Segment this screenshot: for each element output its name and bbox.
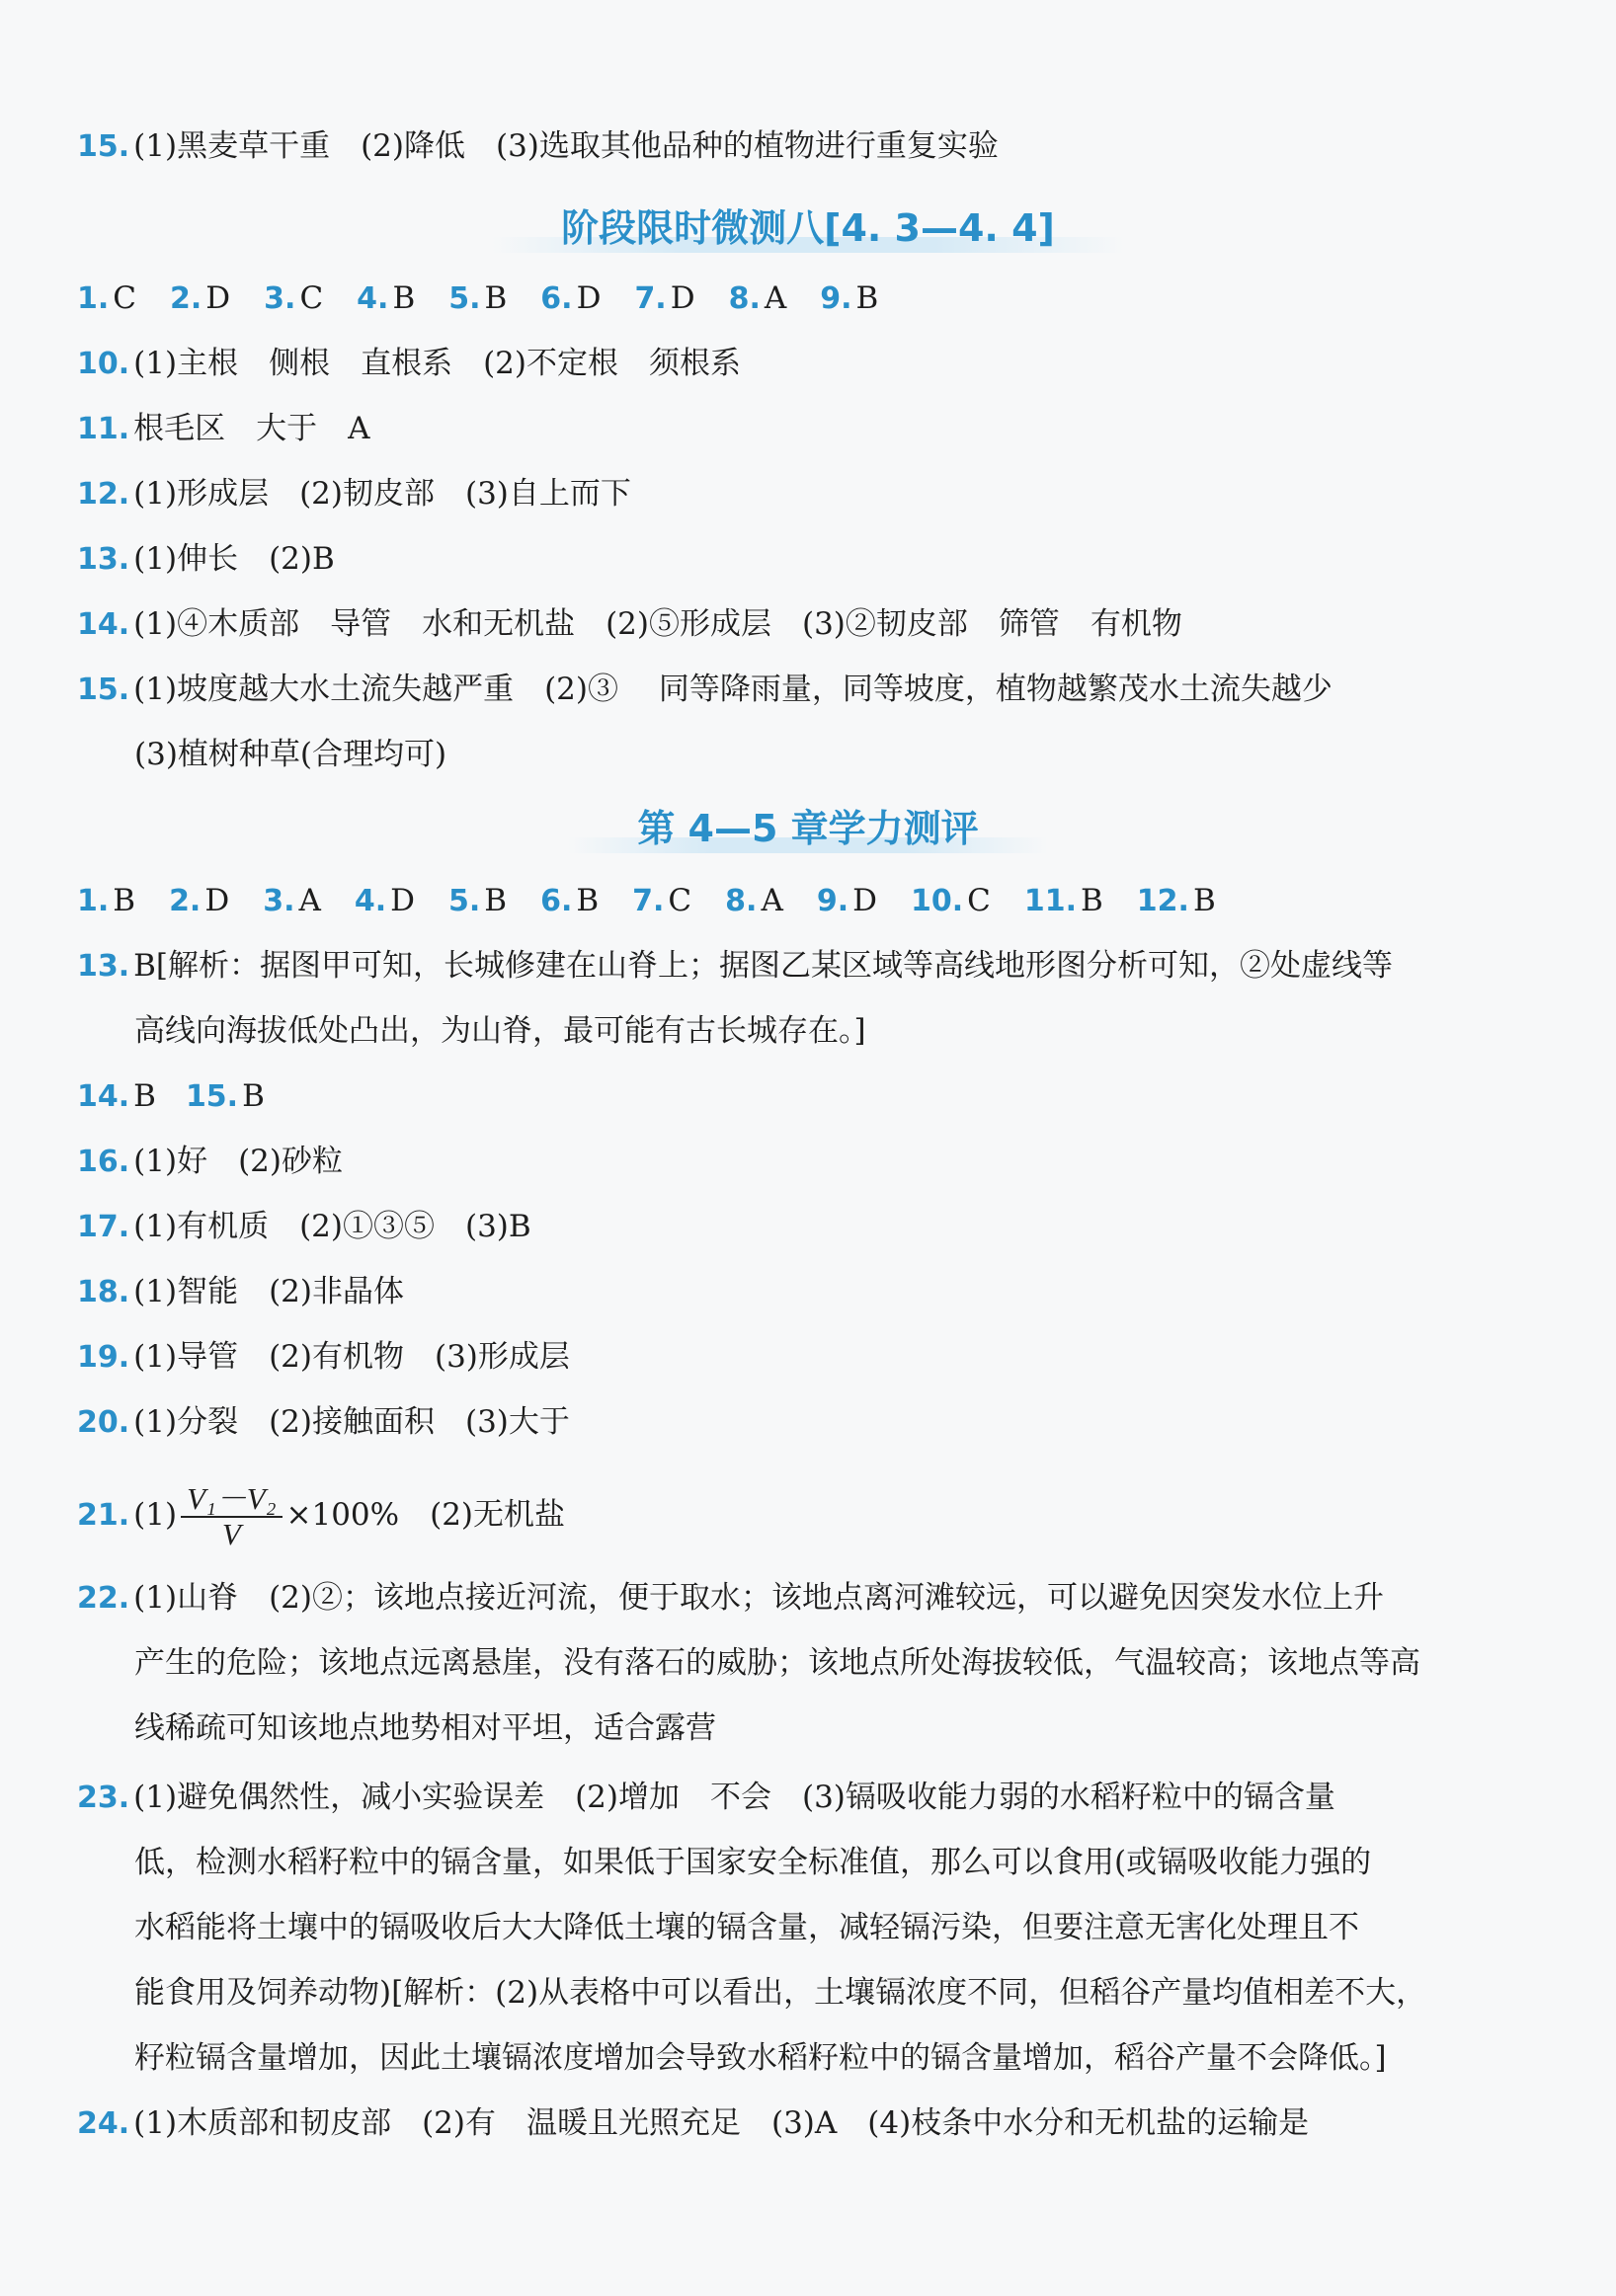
answer-line-12: 12. (1)形成层 (2)韧皮部 (3)自上而下 [77, 476, 631, 512]
mc-item: 5. B [448, 883, 508, 918]
mc-item: 4. B [357, 280, 416, 316]
section-title: 阶段限时微测八[4. 3—4. 4] [492, 203, 1124, 253]
fraction-numerator: V₁－V₂ [181, 1482, 282, 1518]
answer-line-20: 20. (1)分裂 (2)接触面积 (3)大于 [77, 1404, 570, 1440]
mc-item: 12. B [1136, 883, 1216, 918]
answer-text: (1)黑麦草干重 (2)降低 (3)选取其他品种的植物进行重复实验 [133, 128, 999, 164]
mc-item: 5. B [448, 280, 508, 316]
answer-line-13: 13. (1)伸长 (2)B [77, 541, 335, 577]
mc-item: 7. D [634, 280, 695, 316]
answer-line-15-top [77, 126, 999, 167]
answer-line-19: 19. (1)导管 (2)有机物 (3)形成层 [77, 1339, 570, 1375]
mc-item: 11. B [1023, 883, 1103, 918]
mc-item: 8. A [728, 280, 787, 316]
mc-item: 10. C [910, 883, 991, 918]
section-title: 第 4—5 章学力测评 [568, 804, 1047, 853]
mc-item: 1. B [77, 883, 136, 918]
mc-item: 7. C [632, 883, 692, 918]
answer-line-23-continued: 籽粒镉含量增加，因此土壤镉浓度增加会导致水稻籽粒中的镉含量增加，稻谷产量不会降低。] [134, 2040, 1387, 2076]
answer-line-15: 15. (1)坡度越大水土流失越严重 (2)③ 同等降雨量，同等坡度，植物越繁茂水土流失越少 [77, 672, 1333, 707]
answer-line-23-continued: 低，检测水稻籽粒中的镉含量，如果低于国家安全标准值，那么可以食用(或镉吸收能力强的 [134, 1845, 1372, 1880]
mc-item: 3. A [263, 883, 321, 918]
answer-line-14-15: 14. B 15. B [77, 1078, 265, 1114]
answer-line-10: 10. (1)主根 侧根 直根系 (2)不定根 须根系 [77, 346, 741, 381]
mc-item: 3. C [264, 280, 324, 316]
answer-line-23-continued: 能食用及饲养动物)[解析：(2)从表格中可以看出，土壤镉浓度不同，但稻谷产量均值相差不大， [134, 1975, 1427, 2011]
mc-answers-row [77, 278, 912, 319]
mc-item: 8. A [725, 883, 783, 918]
fraction-formula [181, 1482, 282, 1551]
mc-answers-row [77, 881, 1250, 921]
answer-line-21: 21. (1) $\frac{\text{V₁－V₂}}{V}$ ×100% (2)无机盐 [77, 1480, 566, 1551]
section-heading-1 [0, 203, 1616, 253]
answer-line-15-continued: (3)植树种草(合理均可) [134, 737, 447, 772]
answer-line-14: 14. (1)④木质部 导管 水和无机盐 (2)⑤形成层 (3)②韧皮部 筛管 有机物 [77, 606, 1182, 642]
mc-item: 4. D [354, 883, 416, 918]
mc-item: 9. D [816, 883, 877, 918]
answer-line-17: 17. (1)有机质 (2)①③⑤ (3)B [77, 1209, 531, 1244]
fraction-denominator: V [221, 1516, 241, 1551]
mc-item: 6. D [540, 280, 602, 316]
answer-line-22: 22. (1)山脊 (2)②；该地点接近河流，便于取水；该地点离河滩较远，可以避免因突发水位上升 [77, 1580, 1384, 1616]
answer-line-23-continued: 水稻能将土壤中的镉吸收后大大降低土壤的镉含量，减轻镉污染，但要注意无害化处理且不 [134, 1910, 1359, 1945]
answer-line-22-continued: 产生的危险；该地点远离悬崖，没有落石的威胁；该地点所处海拔较低，气温较高；该地点等高 [134, 1645, 1420, 1681]
mc-item: 2. D [170, 280, 231, 316]
answer-line-24: 24. (1)木质部和韧皮部 (2)有 温暖且光照充足 (3)A (4)枝条中水分和无机盐的运输是 [77, 2105, 1310, 2141]
answer-line-13-continued: 高线向海拔低处凸出，为山脊，最可能有古长城存在。] [134, 1013, 866, 1049]
answer-line-16: 16. (1)好 (2)砂粒 [77, 1144, 343, 1179]
question-number: 15. [77, 129, 130, 164]
mc-item: 1. C [77, 280, 137, 316]
answer-line-11: 11. 根毛区 大于 A [77, 411, 370, 446]
answer-line-13: 13. B[解析：据图甲可知，长城修建在山脊上；据图乙某区域等高线地形图分析可知，②处虚线等 [77, 948, 1394, 984]
answer-line-18: 18. (1)智能 (2)非晶体 [77, 1274, 404, 1309]
mc-item: 9. B [820, 280, 879, 316]
answer-line-23: 23. (1)避免偶然性，减小实验误差 (2)增加 不会 (3)镉吸收能力弱的水稻籽粒中的镉含量 [77, 1780, 1335, 1815]
answer-line-22-continued: 线稀疏可知该地点地势相对平坦，适合露营 [134, 1710, 716, 1746]
section-heading-2 [0, 804, 1616, 853]
mc-item: 2. D [169, 883, 230, 918]
mc-item: 6. B [540, 883, 600, 918]
